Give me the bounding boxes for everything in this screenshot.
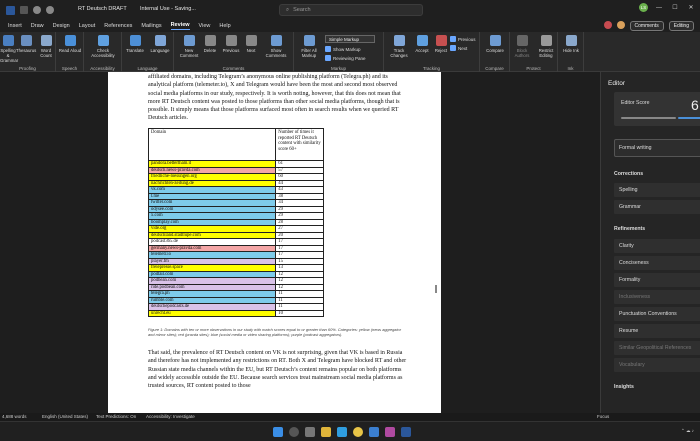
group-label: Compare <box>485 66 504 71</box>
count-cell[interactable]: 61 <box>276 161 324 168</box>
show-comments-button[interactable] <box>262 35 290 58</box>
word-count-icon <box>41 35 52 46</box>
group-label: Accessibility <box>90 66 115 71</box>
word-count-status[interactable]: 4,688 words <box>2 414 27 419</box>
presence-avatar[interactable] <box>617 21 625 29</box>
tab-mailings[interactable]: Mailings <box>141 23 162 29</box>
filter-markup-button[interactable] <box>296 35 322 58</box>
search-placeholder: Search <box>293 7 311 13</box>
domain-cell[interactable]: ride.podbean.com <box>149 284 276 291</box>
domain-cell[interactable]: x.com <box>149 213 276 220</box>
previous-icon <box>226 35 237 46</box>
group-label: Proofing <box>19 66 36 71</box>
hide-ink-button[interactable] <box>559 35 583 53</box>
count-cell[interactable]: 12 <box>276 271 324 278</box>
group-proofing <box>0 32 56 72</box>
compare-button[interactable] <box>483 35 507 53</box>
document-page[interactable] <box>108 72 441 413</box>
tab-layout[interactable]: Layout <box>78 23 96 29</box>
domain-cell[interactable]: rumble.com <box>149 297 276 304</box>
insights-title: Insights <box>614 384 634 390</box>
tab-view[interactable]: View <box>198 23 211 29</box>
group-language <box>122 32 174 72</box>
refinement-punctuation[interactable]: Punctuation Conventions <box>614 307 700 321</box>
tab-draw[interactable]: Draw <box>30 23 44 29</box>
group-protect <box>510 32 558 72</box>
hide-ink-label: Hide Ink <box>563 48 579 53</box>
figure-caption[interactable]: Figure 1: Domains with ten or more observations in our study with match scores equal to or greater than 60%. Categories: yellow (news aggregator and mirror sites); red (pravda sites); blue (social media or video sharing platforms); purple (podcast aggregators). <box>148 327 402 338</box>
editor-pane <box>600 72 700 413</box>
count-cell[interactable]: 12 <box>276 284 324 291</box>
paragraph-2[interactable]: That said, the prevalence of RT Deutsch content on VK is not surprising, given that VK is based in Russia and therefore has not implemented any restrictions on RT. Both X and Telegram have blocked RT and other Russian state media channels within the EU, but RT Deutsch’s content remains popular on both platforms and widely accessible outside the EU. Because search services treat mainstream social media platforms as trusted sources, RT content posted to those <box>148 350 407 390</box>
count-cell[interactable]: 34 <box>276 200 324 207</box>
domain-table[interactable] <box>148 128 324 317</box>
maximize-icon[interactable]: ☐ <box>672 5 678 11</box>
translate-icon <box>130 35 141 46</box>
menu-right-controls <box>604 21 694 31</box>
status-bar <box>0 413 700 421</box>
track-changes-icon <box>394 35 405 46</box>
read-aloud-icon <box>65 35 76 46</box>
block-authors-label: Block Authors <box>514 48 530 58</box>
reject-button[interactable] <box>432 35 450 53</box>
table-header-row <box>149 129 324 161</box>
document-title[interactable]: RT Deutsch DRAFT <box>78 6 127 12</box>
correction-spelling[interactable]: Spelling <box>614 183 700 197</box>
domain-cell[interactable]: podtail.com <box>149 271 276 278</box>
tab-review[interactable]: Review <box>170 22 190 28</box>
word-taskbar-icon[interactable] <box>401 427 411 437</box>
count-cell[interactable]: 29 <box>276 213 324 220</box>
count-cell[interactable]: 17 <box>276 245 324 252</box>
group-label: Tracking <box>422 66 441 71</box>
copilot-icon[interactable] <box>604 21 612 29</box>
reject-icon <box>436 35 447 46</box>
count-cell[interactable]: 43 <box>276 187 324 194</box>
count-cell[interactable]: 29 <box>276 206 324 213</box>
group-label: Language <box>137 66 158 71</box>
previous-change-button[interactable] <box>450 36 476 42</box>
search-icon: ⌕ <box>286 6 290 13</box>
editor-title: Editor <box>608 80 625 87</box>
filter-icon <box>304 35 315 46</box>
accept-button[interactable] <box>412 35 432 53</box>
editor-score-label: Editor Score <box>621 100 650 106</box>
tab-insert[interactable]: Insert <box>8 23 22 29</box>
group-label: Comments <box>222 66 245 71</box>
show-markup-icon <box>325 46 331 52</box>
count-cell[interactable]: 11 <box>276 291 324 298</box>
tab-help[interactable]: Help <box>219 23 231 29</box>
count-cell[interactable]: 38 <box>276 193 324 200</box>
domain-cell[interactable]: t.me <box>149 193 276 200</box>
refinement-geopolitical[interactable]: Similar Geopolitical References <box>614 341 700 355</box>
group-label: Ink <box>567 66 574 71</box>
table-body <box>149 161 324 317</box>
header-domain: Domain <box>149 129 276 161</box>
count-cell[interactable]: 17 <box>276 239 324 246</box>
next-change-label: Next <box>458 45 468 51</box>
file-explorer-icon[interactable] <box>321 427 331 437</box>
refinement-inclusiveness[interactable]: Inclusiveness <box>614 290 700 304</box>
comments-button[interactable]: Comments <box>630 21 664 31</box>
next-icon <box>246 35 257 46</box>
search-input[interactable] <box>279 4 423 16</box>
domain-cell[interactable]: odysee.com <box>149 206 276 213</box>
accessibility-icon <box>98 35 109 46</box>
count-cell[interactable]: 60 <box>276 174 324 181</box>
minimize-icon[interactable]: — <box>656 4 662 11</box>
count-cell[interactable]: 10 <box>276 310 324 317</box>
document-canvas[interactable] <box>0 72 600 413</box>
restrict-editing-icon <box>541 35 552 46</box>
next-comment-button[interactable] <box>242 35 260 53</box>
spelling-grammar-button[interactable] <box>0 35 19 63</box>
domain-cell[interactable]: podbean.com <box>149 278 276 285</box>
spelling-icon <box>3 35 14 46</box>
count-cell[interactable]: 11 <box>276 304 324 311</box>
count-cell[interactable]: 11 <box>276 297 324 304</box>
previous-change-icon <box>450 36 456 42</box>
check-accessibility-button[interactable] <box>88 35 118 58</box>
header-count: Number of times it reported RT Deutsch content with similarity score 60+ <box>276 129 324 161</box>
group-speech <box>56 32 84 72</box>
count-cell[interactable]: 28 <box>276 219 324 226</box>
quick-access-toolbar <box>0 6 150 15</box>
previous-comment-button[interactable] <box>220 35 242 53</box>
title-bar <box>0 0 700 20</box>
reviewing-pane-label: Reviewing Pane <box>333 55 366 61</box>
sensitivity-label[interactable]: Internal Use - Saving... <box>140 6 196 12</box>
spelling-label: Spelling & Grammar <box>0 48 19 63</box>
translate-button[interactable] <box>123 35 147 53</box>
group-accessibility <box>84 32 122 72</box>
track-changes-label: Track Changes <box>390 48 408 58</box>
next-change-icon <box>450 45 456 51</box>
reject-label: Reject <box>434 48 448 53</box>
track-changes-button[interactable] <box>386 35 412 58</box>
domain-cell[interactable]: telegra.ph <box>149 291 276 298</box>
refinements-title: Refinements <box>614 226 646 232</box>
group-tracking <box>384 32 480 72</box>
search-taskbar-icon[interactable] <box>289 427 299 437</box>
previous-change-label: Previous <box>458 36 476 42</box>
corrections-title: Corrections <box>614 171 644 177</box>
score-bar-fill <box>678 117 700 119</box>
compare-icon <box>490 35 501 46</box>
taskbar <box>0 421 700 441</box>
autosave-icon[interactable] <box>20 6 28 14</box>
score-bar-track <box>621 117 676 119</box>
domain-cell[interactable]: vide.org <box>149 226 276 233</box>
domain-cell[interactable]: nachrichten-zeitung.de <box>149 180 276 187</box>
thesaurus-icon <box>21 35 32 46</box>
teams-icon[interactable] <box>385 427 395 437</box>
chrome-icon[interactable] <box>353 427 363 437</box>
domain-cell[interactable]: friedliche-loesungen.org <box>149 174 276 181</box>
close-icon[interactable]: ✕ <box>688 5 694 11</box>
count-cell[interactable]: 13 <box>276 265 324 272</box>
redo-icon[interactable] <box>46 6 54 14</box>
group-comments <box>174 32 294 72</box>
refinement-resume[interactable]: Resume <box>614 324 700 338</box>
count-cell[interactable]: 15 <box>276 258 324 265</box>
new-comment-button[interactable] <box>177 35 201 58</box>
block-authors-icon <box>517 35 528 46</box>
word-app-icon <box>6 6 15 15</box>
language-button[interactable] <box>148 35 172 53</box>
writing-style-dropdown[interactable]: Formal writing <box>614 139 700 157</box>
paragraph-1[interactable]: affiliated domains, including Telegram’s anonymous online publishing platform (Telegra.ph) and its analytical platform (telemeter.io), X and Telegram would have been the most and second most observed social media platforms in our study, respectively. It is worth noting, however, that this does not mean that more RT Deutsch content was posted to those platforms than other social media platforms, though that is possible. It simply means that those platforms surfaced most often in search results when we queried RT Deutsch articles. <box>148 74 401 122</box>
outlook-icon[interactable] <box>369 427 379 437</box>
text-cursor <box>435 285 437 293</box>
domain-cell[interactable]: unrecht.eu <box>149 310 276 317</box>
next-label: Next <box>246 48 256 53</box>
show-comments-icon <box>271 35 282 46</box>
check-accessibility-label: Check Accessibility <box>91 48 115 58</box>
block-authors-button[interactable] <box>510 35 534 58</box>
compare-label: Compare <box>486 48 504 53</box>
reviewing-pane-icon <box>325 55 331 61</box>
group-markup <box>294 32 384 72</box>
count-cell[interactable]: 20 <box>276 232 324 239</box>
accessibility-status[interactable]: Accessibility: Investigate <box>146 414 195 419</box>
domain-cell[interactable]: germany.news-pravda.com <box>149 245 276 252</box>
title-right-controls <box>639 3 696 12</box>
correction-grammar[interactable]: Grammar <box>614 200 700 214</box>
filter-markup-label: Filter All Markup <box>301 48 317 58</box>
domain-cell[interactable]: pandora.bettertham.it <box>149 161 276 168</box>
refinement-clarity[interactable]: Clarity <box>614 239 700 253</box>
word-count-button[interactable] <box>36 35 56 58</box>
thesaurus-label: Thesaurus <box>16 48 37 53</box>
restrict-editing-label: Restrict Editing <box>538 48 554 58</box>
read-aloud-label: Read Aloud <box>58 48 82 53</box>
reviewing-pane-button[interactable] <box>325 55 366 61</box>
translate-label: Translate <box>126 48 144 53</box>
show-markup-label: Show Markup <box>333 46 361 52</box>
table-row <box>149 310 324 317</box>
domain-cell[interactable]: player.fm <box>149 258 276 265</box>
accept-icon <box>417 35 428 46</box>
count-cell[interactable]: 27 <box>276 226 324 233</box>
count-cell[interactable]: 44 <box>276 180 324 187</box>
new-comment-label: New Comment <box>179 48 199 58</box>
thesaurus-button[interactable] <box>16 35 36 53</box>
task-view-icon[interactable] <box>305 427 315 437</box>
group-label: Protect <box>526 66 541 71</box>
editing-mode-button[interactable]: Editing <box>669 21 694 31</box>
domain-cell[interactable]: twitter.com <box>149 200 276 207</box>
group-ink <box>558 32 584 72</box>
previous-label: Previous <box>222 48 240 53</box>
language-status[interactable]: English (United States) <box>42 414 89 419</box>
hide-ink-icon <box>566 35 577 46</box>
new-comment-icon <box>184 35 195 46</box>
editor-score-card[interactable] <box>614 92 700 126</box>
domain-cell[interactable]: boomplay.com <box>149 219 276 226</box>
account-avatar[interactable]: LS <box>640 5 647 10</box>
ribbon <box>0 32 700 72</box>
domain-cell[interactable]: deutschepodcasts.de <box>149 304 276 311</box>
group-label: Speech <box>61 66 78 71</box>
markup-display-dropdown[interactable]: Simple Markup <box>325 35 375 43</box>
domain-cell[interactable]: telemetr.io <box>149 252 276 259</box>
language-icon <box>155 35 166 46</box>
focus-button[interactable]: Focus <box>597 414 610 419</box>
domain-cell[interactable]: deutsch.news-pravda.com <box>149 167 276 174</box>
ribbon-tabs <box>0 20 700 32</box>
count-cell[interactable]: 17 <box>276 252 324 259</box>
text-predictions-status[interactable]: Text Predictions: On <box>96 414 137 419</box>
domain-cell[interactable]: freiepresse.space <box>149 265 276 272</box>
tab-design[interactable]: Design <box>52 23 70 29</box>
word-count-label: Word Count <box>40 48 52 58</box>
domain-cell[interactable]: deutschland.stadtlupe.com <box>149 232 276 239</box>
language-label: Language <box>150 48 170 53</box>
count-cell[interactable]: 12 <box>276 278 324 285</box>
refinement-vocabulary[interactable]: Vocabulary <box>614 358 700 372</box>
undo-icon[interactable] <box>33 6 41 14</box>
next-change-button[interactable] <box>450 45 467 51</box>
group-compare <box>480 32 510 72</box>
delete-comment-button[interactable] <box>200 35 220 53</box>
domain-cell[interactable]: vk.com <box>149 187 276 194</box>
delete-icon <box>205 35 216 46</box>
tab-references[interactable]: References <box>104 23 133 29</box>
edge-icon[interactable] <box>337 427 347 437</box>
count-cell[interactable]: 57 <box>276 167 324 174</box>
accept-label: Accept <box>415 48 429 53</box>
editor-score-value: 6 <box>691 97 699 113</box>
domain-cell[interactable]: podcast365.de <box>149 239 276 246</box>
refinement-formality[interactable]: Formality <box>614 273 700 287</box>
show-comments-label: Show Comments <box>265 48 287 58</box>
group-label: Markup <box>330 66 346 71</box>
restrict-editing-button[interactable] <box>534 35 558 58</box>
start-icon[interactable] <box>273 427 283 437</box>
refinement-conciseness[interactable]: Conciseness <box>614 256 700 270</box>
system-tray[interactable]: ⌃ ☁ ♪ <box>680 428 694 433</box>
read-aloud-button[interactable] <box>58 35 82 53</box>
delete-label: Delete <box>203 48 217 53</box>
show-markup-button[interactable] <box>325 46 361 52</box>
